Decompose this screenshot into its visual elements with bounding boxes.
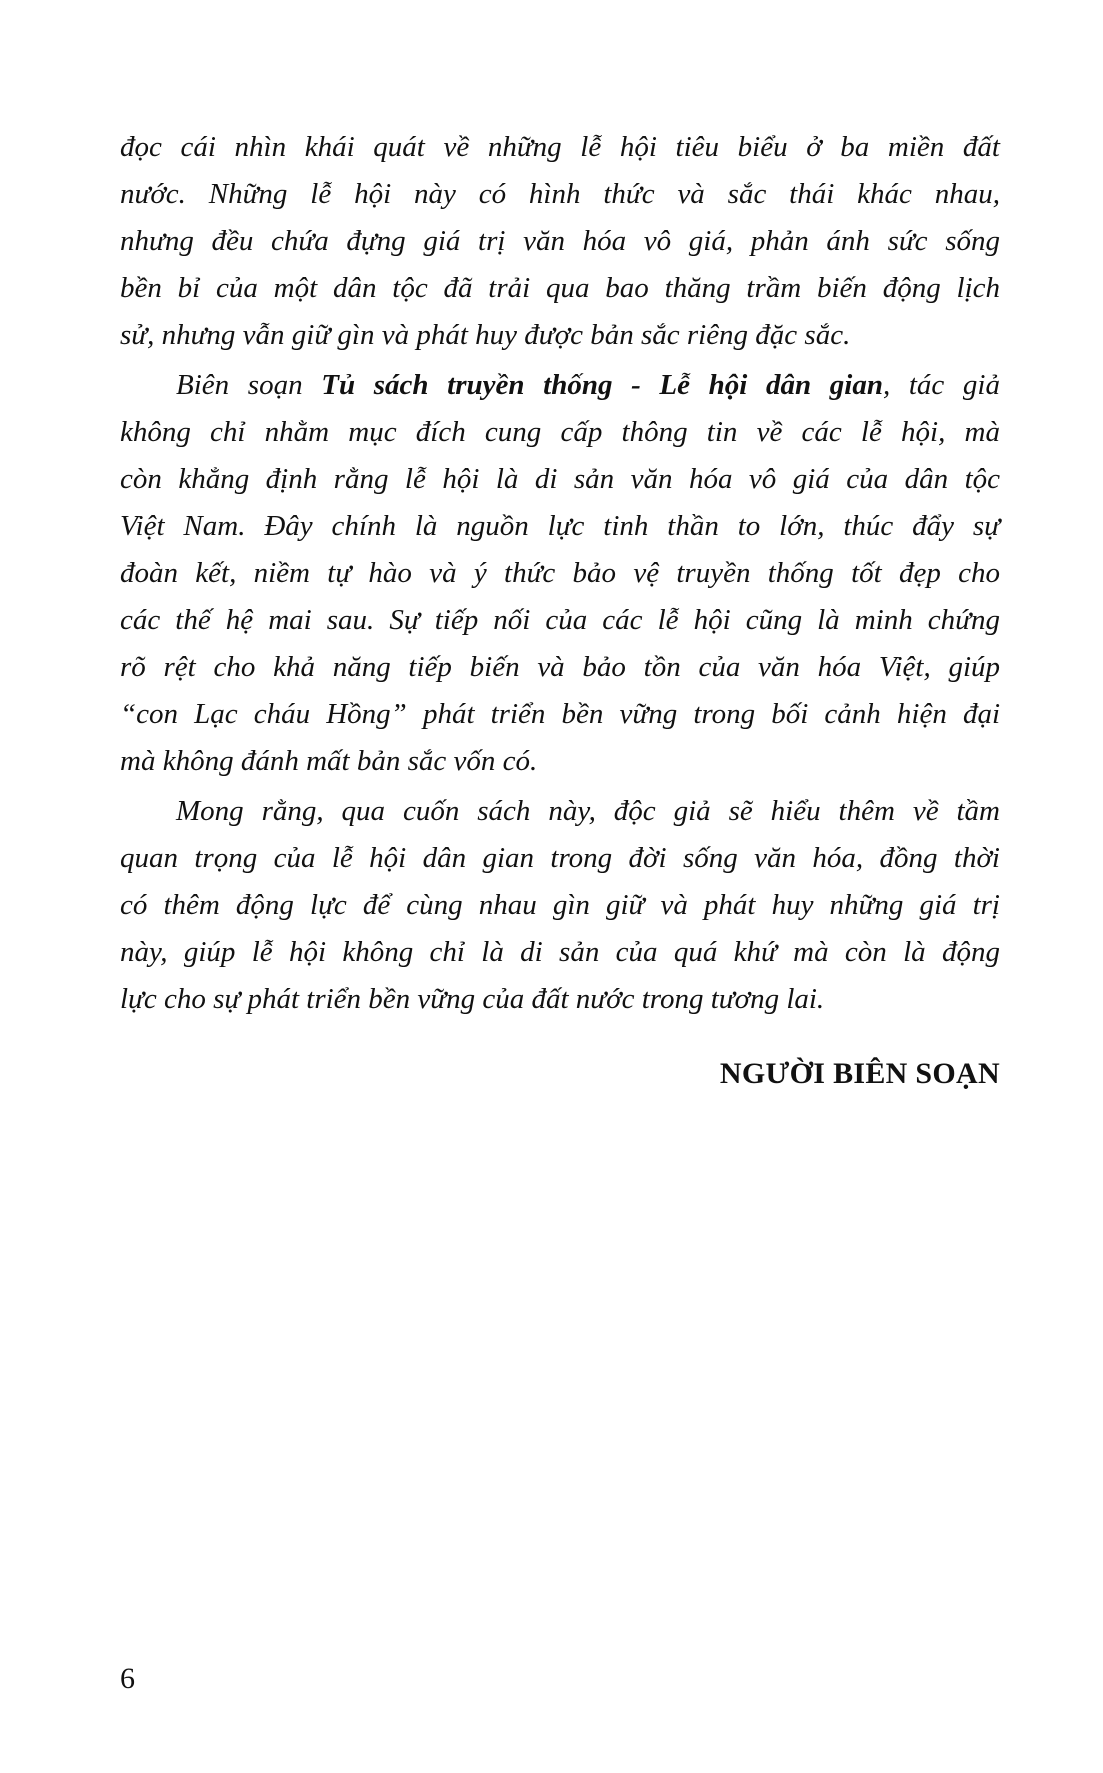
author-signature: NGƯỜI BIÊN SOẠN	[719, 1057, 1000, 1090]
text-line: có thêm động lực để cùng nhau gìn giữ và phát huy những giá trị	[120, 889, 1000, 921]
book-series-title: Tủ sách truyền thống - Lễ hội dân gian	[321, 369, 883, 401]
text-line: lực cho sự phát triển bền vững của đất nước trong tương lai.	[120, 983, 825, 1015]
text-span: , tác giả	[882, 369, 1000, 401]
text-line: Mong rằng, qua cuốn sách này, độc giả sẽ hiểu thêm về tầm	[176, 795, 1000, 827]
text-line: các thế hệ mai sau. Sự tiếp nối của các lễ hội cũng là minh chứng	[120, 604, 1000, 636]
text-line: không chỉ nhằm mục đích cung cấp thông tin về các lễ hội, mà	[120, 416, 1000, 448]
text-span: Biên soạn	[176, 369, 322, 401]
text-line: nhưng đều chứa đựng giá trị văn hóa vô giá, phản ánh sức sống	[120, 225, 1000, 257]
text-line: Việt Nam. Đây chính là nguồn lực tinh thần to lớn, thúc đẩy sự	[120, 510, 1000, 542]
text-line: rõ rệt cho khả năng tiếp biến và bảo tồn của văn hóa Việt, giúp	[120, 651, 1000, 683]
text-line: sử, nhưng vẫn giữ gìn và phát huy được bản sắc riêng đặc sắc.	[120, 319, 851, 351]
text-line: còn khẳng định rằng lễ hội là di sản văn hóa vô giá của dân tộc	[120, 463, 1000, 495]
text-line: quan trọng của lễ hội dân gian trong đời sống văn hóa, đồng thời	[120, 842, 1000, 874]
text-line: này, giúp lễ hội không chỉ là di sản của quá khứ mà còn là động	[120, 936, 1000, 968]
paragraph-1	[120, 124, 1000, 359]
text-line: đoàn kết, niềm tự hào và ý thức bảo vệ truyền thống tốt đẹp cho	[120, 557, 1000, 589]
paragraph-3	[120, 788, 1000, 1023]
text-line: “con Lạc cháu Hồng” phát triển bền vững trong bối cảnh hiện đại	[120, 698, 1000, 730]
page-number: 6	[120, 1662, 135, 1695]
text-line: nước. Những lễ hội này có hình thức và sắc thái khác nhau,	[120, 178, 1000, 210]
paragraph-2	[120, 362, 1000, 785]
text-line: mà không đánh mất bản sắc vốn có.	[120, 745, 538, 777]
text-line: bền bỉ của một dân tộc đã trải qua bao thăng trầm biến động lịch	[120, 272, 1000, 304]
text-line: đọc cái nhìn khái quát về những lễ hội tiêu biểu ở ba miền đất	[120, 131, 1000, 163]
page-body	[120, 124, 1000, 1026]
text-line	[120, 362, 1000, 409]
